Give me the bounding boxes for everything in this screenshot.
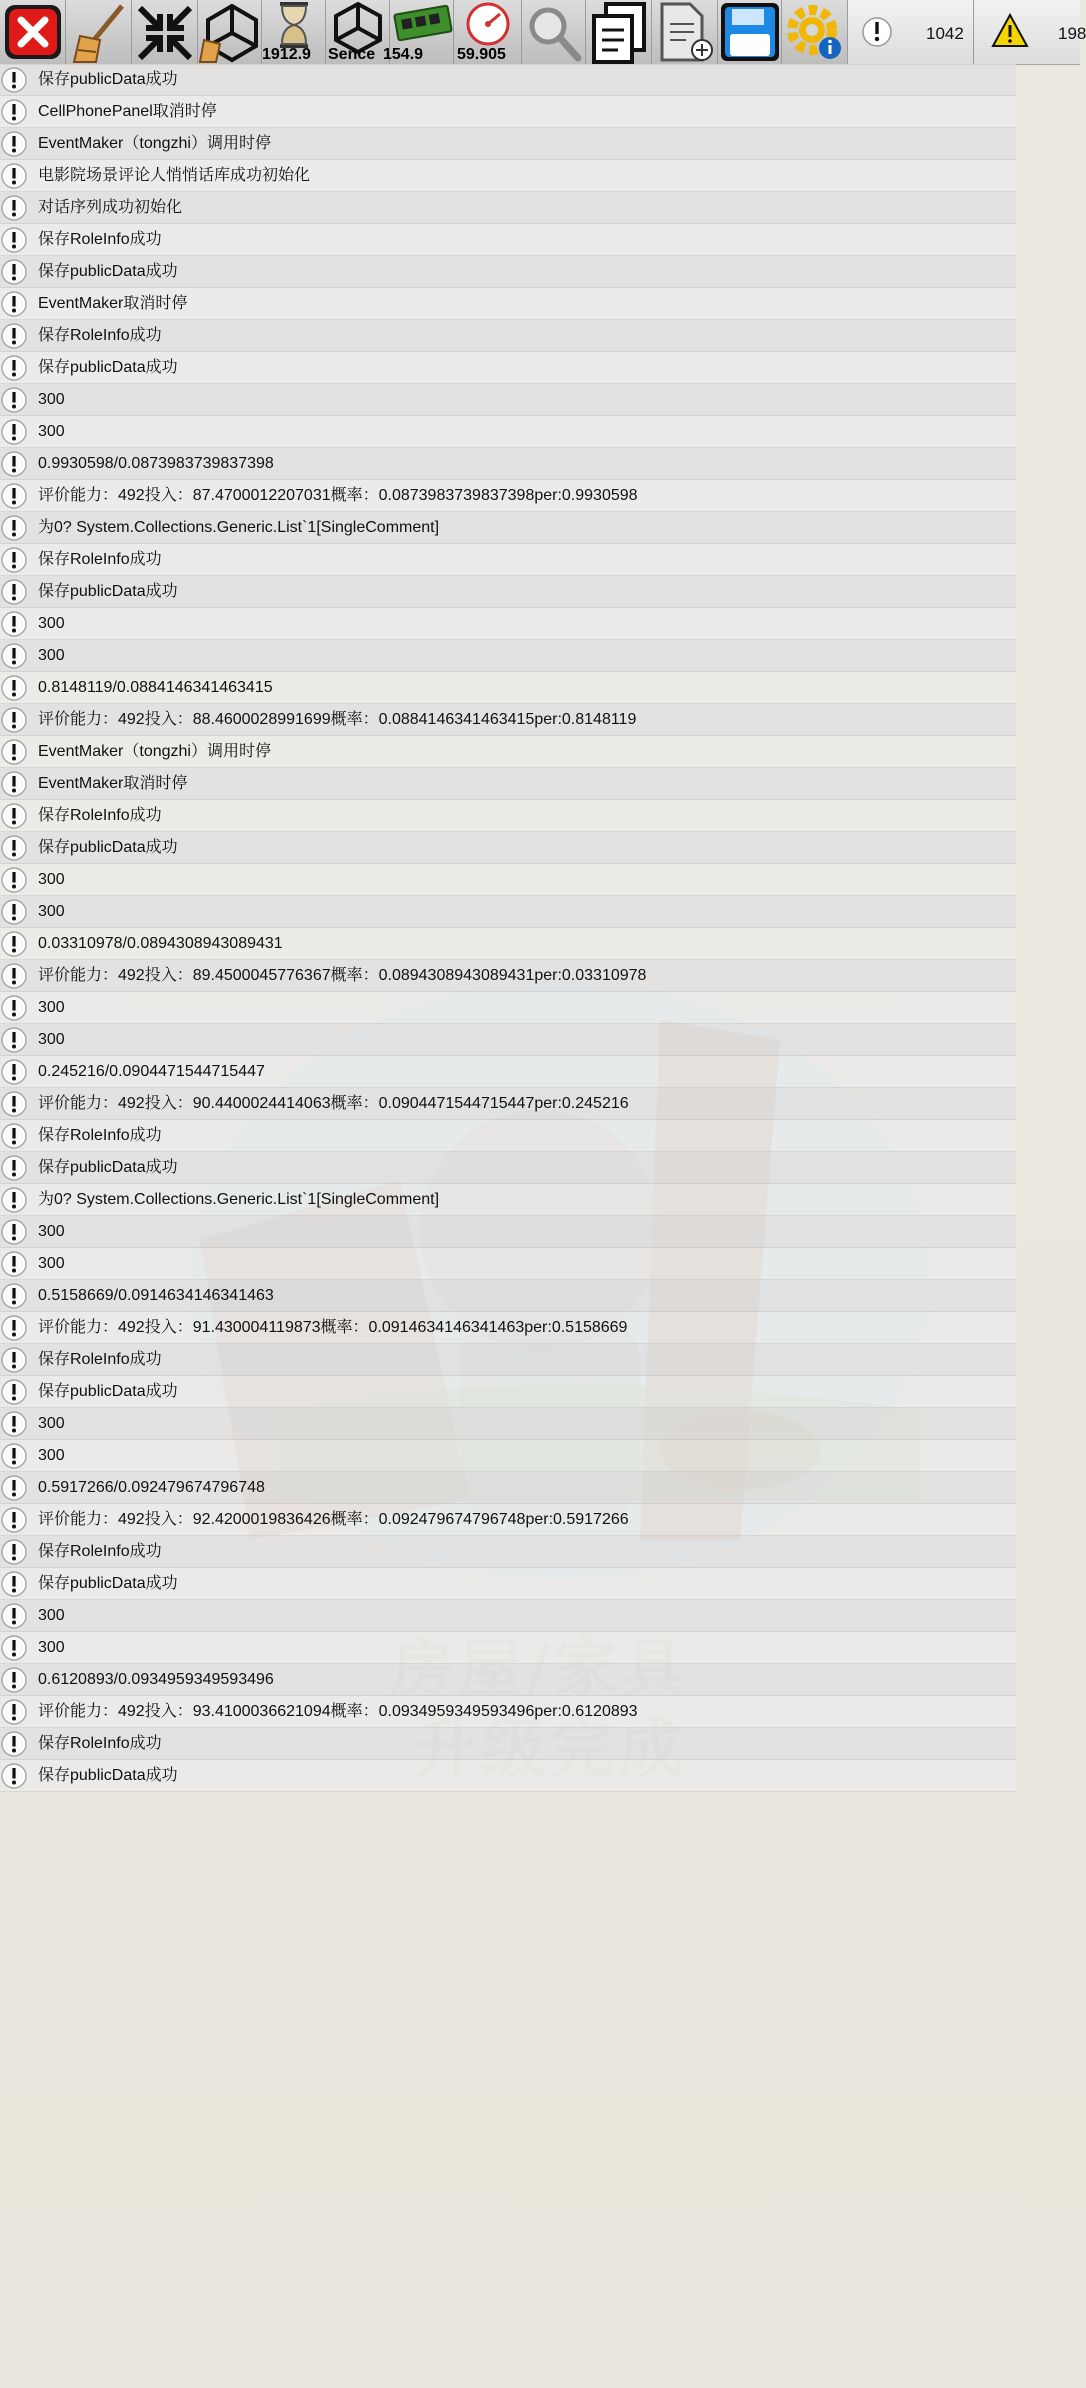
log-entry-text: 保存RoleInfo成功 [38,807,162,824]
log-entry-text: 保存RoleInfo成功 [38,231,162,248]
log-entry[interactable] [0,992,1016,1024]
log-entry-text: 300 [38,423,65,440]
log-entry-text: 300 [38,391,65,408]
memory-value: 154.9 [383,46,424,63]
log-entry[interactable] [0,96,1016,128]
info-icon [1,1315,27,1341]
log-entry[interactable] [0,1600,1016,1632]
info-icon [1,1699,27,1725]
log-entry-text: 300 [38,1223,65,1240]
log-entry-text: 保存publicData成功 [38,359,178,376]
log-entry-text: 对话序列成功初始化 [38,199,183,216]
info-icon [1,483,27,509]
log-entry-text: 0.03310978/0.0894308943089431 [38,935,283,952]
new-file-button[interactable] [652,0,718,64]
log-entry-text: 评价能力：492投入：92.4200019836426概率：0.092479674796748per:0.5917266 [38,1511,629,1528]
log-entry[interactable] [0,1408,1016,1440]
info-icon [1,867,27,893]
info-icon [1,1635,27,1661]
log-entry[interactable] [0,1120,1016,1152]
clear-log-button[interactable] [66,0,132,64]
info-icon [1,995,27,1021]
memory-panel[interactable] [383,0,454,64]
info-icon [1,1475,27,1501]
log-entry-text: CellPhonePanel取消时停 [38,103,217,120]
info-icon [1,803,27,829]
info-icon [1,1731,27,1757]
log-entry-text: 保存RoleInfo成功 [38,1735,162,1752]
log-entry[interactable] [0,1088,1016,1120]
info-icon [1,771,27,797]
info-icon [1,355,27,381]
log-entry[interactable] [0,1280,1016,1312]
log-entry[interactable] [0,704,1016,736]
info-icon [1,1539,27,1565]
log-entry-text: 为0? System.Collections.Generic.List`1[SingleComment] [38,519,440,536]
log-entry[interactable] [0,832,1016,864]
log-entry[interactable] [0,256,1016,288]
save-button[interactable] [718,0,782,64]
log-entry-text: 300 [38,903,65,920]
log-entry[interactable] [0,1632,1016,1664]
info-icon [1,1283,27,1309]
copy-button[interactable] [586,0,652,64]
debug-toolbar [0,0,1086,65]
info-icon [858,0,898,64]
log-entry[interactable] [0,1696,1016,1728]
log-entry[interactable] [0,768,1016,800]
warning-filter-toggle[interactable] [974,0,1086,64]
log-entry-text: 0.6120893/0.0934959349593496 [38,1671,274,1688]
log-entry-text: 为0? System.Collections.Generic.List`1[SingleComment] [38,1191,440,1208]
log-entry[interactable] [0,320,1016,352]
log-entry[interactable] [0,672,1016,704]
close-button[interactable] [0,0,66,64]
log-entry[interactable] [0,608,1016,640]
info-icon [1,291,27,317]
log-entry-text: 300 [38,1415,65,1432]
log-entry-text: 评价能力：492投入：93.4100036621094概率：0.0934959349593496per:0.6120893 [38,1703,638,1720]
log-entry-text: 保存publicData成功 [38,1159,178,1176]
log-entry[interactable] [0,1440,1016,1472]
log-entry[interactable] [0,1312,1016,1344]
log-entry-text: 300 [38,1607,65,1624]
log-entry-text: 300 [38,1639,65,1656]
log-entry[interactable] [0,640,1016,672]
log-entry[interactable] [0,512,1016,544]
info-icon [1,1667,27,1693]
info-icon [1,547,27,573]
info-icon [1,131,27,157]
log-entry-text: 0.245216/0.0904471544715447 [38,1063,265,1080]
log-entry[interactable] [0,288,1016,320]
log-entry[interactable] [0,736,1016,768]
info-icon [1,67,27,93]
log-entry[interactable] [0,1056,1016,1088]
time-value: 59.905 [457,46,506,63]
log-entry-text: 保存RoleInfo成功 [38,551,162,568]
info-icon [1,163,27,189]
fps-panel[interactable] [262,0,326,64]
time-panel[interactable] [454,0,522,64]
log-entry-text: 保存RoleInfo成功 [38,1127,162,1144]
log-entry-text: 0.8148119/0.0884146341463415 [38,679,273,696]
search-button[interactable] [522,0,586,64]
info-icon [1,387,27,413]
info-icon [1,963,27,989]
info-icon [1,1219,27,1245]
info-icon [1,739,27,765]
info-icon [1,227,27,253]
log-entry[interactable] [0,864,1016,896]
info-icon [1,451,27,477]
info-icon [1,515,27,541]
log-entry-text: 0.9930598/0.0873983739837398 [38,455,274,472]
log-entry-text: 300 [38,1255,65,1272]
log-entry[interactable] [0,1024,1016,1056]
warning-count: 198 [1058,24,1086,43]
log-entry[interactable] [0,928,1016,960]
log-entry[interactable] [0,352,1016,384]
broom-icon [66,0,132,64]
log-entry-text: 评价能力：492投入：88.4600028991699概率：0.0884146341463415per:0.8148119 [38,711,637,728]
info-icon [1,643,27,669]
log-entry[interactable] [0,544,1016,576]
log-entry[interactable] [0,160,1016,192]
log-filter-toggle[interactable] [848,0,974,64]
log-entry-text: 保存RoleInfo成功 [38,1351,162,1368]
log-entry[interactable] [0,1216,1016,1248]
log-entry-text: 保存publicData成功 [38,839,178,856]
info-icon [1,611,27,637]
log-entry[interactable] [0,800,1016,832]
info-icon [1,1603,27,1629]
info-icon [1,899,27,925]
log-entry-text: 300 [38,647,65,664]
log-entry[interactable] [0,1664,1016,1696]
info-icon [1,931,27,957]
log-entry-text: 保存publicData成功 [38,1767,178,1784]
info-icon [1,1411,27,1437]
unity-clear-button[interactable] [198,0,262,64]
log-entry[interactable] [0,480,1016,512]
log-entry[interactable] [0,1504,1016,1536]
info-icon [1,1763,27,1789]
settings-button[interactable] [782,0,848,64]
log-entry[interactable] [0,1184,1016,1216]
copy-icon [586,0,652,64]
info-icon [1,1187,27,1213]
info-icon [1,1123,27,1149]
log-entry-text: 300 [38,871,65,888]
info-icon [1,1059,27,1085]
search-icon [522,0,586,64]
log-entry-text: 保存RoleInfo成功 [38,1543,162,1560]
info-icon [1,323,27,349]
log-entry[interactable] [0,576,1016,608]
log-entry-text: 电影院场景评论人悄悄话库成功初始化 [38,167,311,184]
log-entry[interactable] [0,1376,1016,1408]
log-entry-text: 保存publicData成功 [38,263,178,280]
log-entry[interactable] [0,224,1016,256]
log-entry-text: 0.5158669/0.0914634146341463 [38,1287,274,1304]
log-entry-text: EventMaker（tongzhi）调用时停 [38,135,271,152]
info-icon [1,1571,27,1597]
info-icon [1,707,27,733]
log-entry[interactable] [0,960,1016,992]
scene-label: Sence [328,46,376,63]
log-entry-text: 300 [38,1031,65,1048]
log-entry-text: 评价能力：492投入：89.4500045776367概率：0.0894308943089431per:0.03310978 [38,967,647,984]
log-entry-text: 评价能力：492投入：91.430004119873概率：0.0914634146341463per:0.5158669 [38,1319,628,1336]
info-icon [1,675,27,701]
unity-broom-icon [198,0,262,64]
info-icon [1,835,27,861]
add-file-icon [652,0,718,64]
log-entry-text: 300 [38,615,65,632]
log-entry[interactable] [0,1248,1016,1280]
log-entry[interactable] [0,416,1016,448]
info-icon [1,1443,27,1469]
log-entry[interactable] [0,448,1016,480]
save-icon [718,0,782,64]
log-entry[interactable] [0,1568,1016,1600]
log-list[interactable] [0,64,1016,1792]
log-entry[interactable] [0,1472,1016,1504]
shrink-icon [132,0,198,64]
log-entry-text: 0.5917266/0.092479674796748 [38,1479,265,1496]
log-entry-text: EventMaker（tongzhi）调用时停 [38,743,271,760]
info-icon [1,195,27,221]
info-icon [1,99,27,125]
log-entry-text: 保存publicData成功 [38,1383,178,1400]
log-entry-text: 保存publicData成功 [38,1575,178,1592]
info-icon [1,419,27,445]
log-entry-text: 保存RoleInfo成功 [38,327,162,344]
info-icon [1,1379,27,1405]
info-icon [1,1155,27,1181]
info-icon [1,1027,27,1053]
log-entry[interactable] [0,896,1016,928]
log-entry[interactable] [0,1536,1016,1568]
log-entry-text: 300 [38,1447,65,1464]
info-icon [1,1251,27,1277]
info-icon [1,1347,27,1373]
info-icon [1,1507,27,1533]
log-entry[interactable] [0,384,1016,416]
log-entry-text: 评价能力：492投入：87.4700012207031概率：0.0873983739837398per:0.9930598 [38,487,638,504]
log-entry[interactable] [0,1728,1016,1760]
log-entry[interactable] [0,1344,1016,1376]
info-icon [1,1091,27,1117]
log-count: 1042 [926,24,964,43]
log-entry[interactable] [0,1760,1016,1792]
gear-info-icon [782,0,848,64]
minimize-button[interactable] [132,0,198,64]
warning-icon [988,0,1032,64]
close-icon [0,0,66,64]
log-entry[interactable] [0,192,1016,224]
log-entry-text: 保存publicData成功 [38,583,178,600]
log-entry-text: 评价能力：492投入：90.4400024414063概率：0.0904471544715447per:0.245216 [38,1095,629,1112]
info-icon [1,579,27,605]
scene-panel[interactable] [326,0,390,64]
log-entry-text: 保存publicData成功 [38,71,178,88]
log-entry-text: 300 [38,999,65,1016]
log-entry-text: EventMaker取消时停 [38,775,188,792]
log-entry[interactable] [0,64,1016,96]
fps-value: 1912.9 [262,46,311,63]
log-entry[interactable] [0,1152,1016,1184]
log-entry[interactable] [0,128,1016,160]
log-entry-text: EventMaker取消时停 [38,295,188,312]
info-icon [1,259,27,285]
